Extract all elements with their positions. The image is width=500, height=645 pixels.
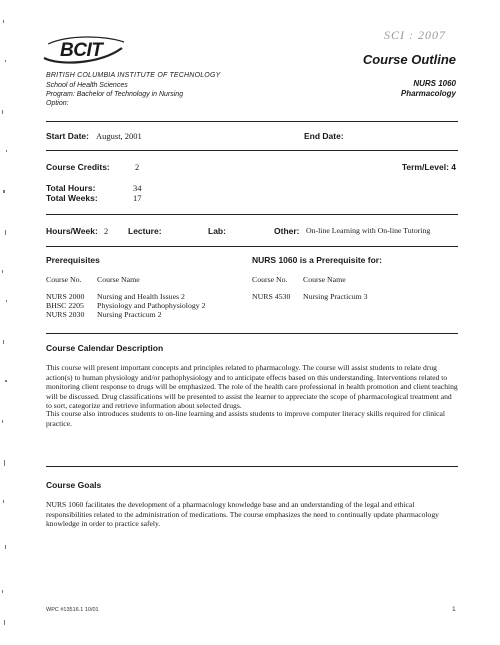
option-label: Option: [46, 100, 69, 107]
prerequisites-heading: Prerequisites [46, 255, 100, 265]
prereq-col-course-name: Course Name [97, 275, 140, 284]
prereq-row-course-no: BHSC 2205 [46, 301, 84, 310]
calendar-description-heading: Course Calendar Description [46, 343, 164, 353]
institute-name: BRITISH COLUMBIA INSTITUTE OF TECHNOLOGY [46, 72, 221, 79]
course-code: NURS 1060 [413, 79, 456, 88]
divider [46, 333, 458, 334]
prereq-for-col-course-name: Course Name [303, 275, 346, 284]
page-number: 1 [452, 606, 456, 613]
document-title: Course Outline [362, 52, 456, 67]
divider [46, 150, 458, 151]
prereq-row-course-name: Nursing and Health Issues 2 [97, 292, 185, 301]
archive-stamp: SCI : 2007 [384, 28, 446, 42]
bcit-logo-text: BCIT [60, 40, 103, 61]
end-date-label: End Date: [304, 131, 344, 141]
program-name: Program: Bachelor of Technology in Nursing [46, 91, 184, 98]
form-id: WPC #13516.1 10/01 [46, 607, 99, 613]
prerequisite-for-heading: NURS 1060 is a Prerequisite for: [252, 255, 382, 265]
prereq-for-col-course-no: Course No. [252, 275, 288, 284]
school-name: School of Health Sciences [46, 82, 128, 89]
course-goals-paragraph: NURS 1060 facilitates the development of a pharmacology knowledge base and an understanding of the legal and ethical responsibilities related to the administration of medications. The course emphasizes the need to continually update pharmacology knowledge in order to practice safely. [46, 500, 439, 529]
prereq-row-course-name: Nursing Practicum 2 [97, 310, 162, 319]
course-goals-heading: Course Goals [46, 480, 102, 490]
hours-week-value: 2 [104, 226, 109, 236]
total-weeks-value: 17 [133, 193, 142, 203]
prereq-col-course-no: Course No. [46, 275, 82, 284]
total-hours-label: Total Hours: [46, 183, 96, 193]
divider [46, 466, 458, 467]
divider [46, 246, 458, 247]
hours-week-label: Hours/Week: [46, 226, 98, 236]
course-credits-value: 2 [135, 162, 140, 172]
other-label: Other: [274, 226, 300, 236]
total-weeks-label: Total Weeks: [46, 193, 98, 203]
total-hours-value: 34 [133, 183, 142, 193]
divider [46, 214, 458, 215]
calendar-description-paragraph: This course will present important concepts and principles related to pharmacology. The course will assist students to relate drug action(s) to human physiology and/or pathophysiology and to anticipate effects based on this understanding. Interventions related to monitoring client response to drugs will be emphasized. The role of the health care professional in health promotion and client teaching will be discussed. Drug classifications will be presented to assist the learner to appreciate the scope of pharmacological treatment and to sort, categorize and retrieve information about selected drugs. [46, 363, 458, 411]
lecture-label: Lecture: [128, 226, 162, 236]
prereq-row-course-no: NURS 2000 [46, 292, 85, 301]
lab-label: Lab: [208, 226, 226, 236]
prereq-row-course-no: NURS 2030 [46, 310, 85, 319]
prereq-for-row-course-name: Nursing Practicum 3 [303, 292, 368, 301]
calendar-description-paragraph: This course also introduces students to on-line learning and assists students to improve computer literacy skills required for clinical practice. [46, 409, 446, 428]
course-credits-label: Course Credits: [46, 162, 110, 172]
divider [46, 121, 458, 122]
start-date-label: Start Date: [46, 131, 89, 141]
other-value: On-line Learning with On-line Tutoring [306, 226, 431, 235]
bcit-logo [40, 36, 126, 66]
prereq-row-course-name: Physiology and Pathophysiology 2 [97, 301, 206, 310]
term-level-label: Term/Level: 4 [401, 162, 456, 172]
start-date-value: August, 2001 [96, 131, 142, 141]
course-name: Pharmacology [400, 89, 456, 98]
scan-edge-artifact [0, 0, 14, 645]
prereq-for-row-course-no: NURS 4530 [252, 292, 291, 301]
